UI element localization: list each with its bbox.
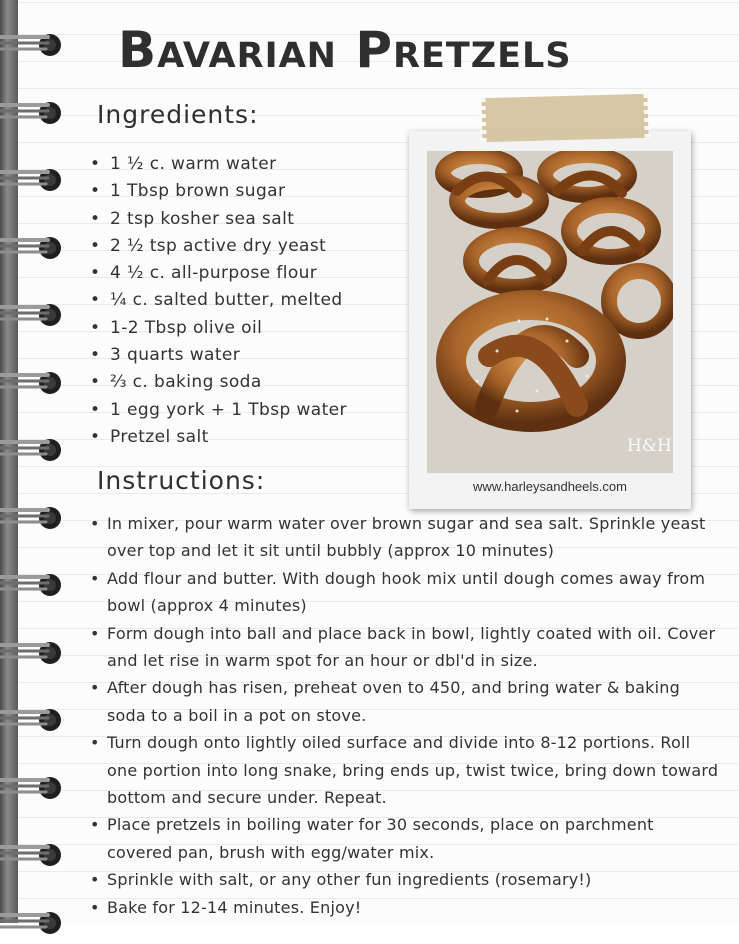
spiral-ring [0, 568, 70, 602]
list-item: • Sprinkle with salt, or any other fun ingredients (rosemary!) [90, 866, 720, 893]
list-item: • 2 tsp kosher sea salt [90, 206, 390, 233]
list-item: • Pretzel salt [90, 424, 390, 451]
tape-strip [481, 94, 648, 142]
list-item: • After dough has risen, preheat oven to 450, and bring water & baking soda to a boil in a pot on stove. [90, 674, 720, 729]
spiral-ring [0, 636, 70, 670]
spiral-ring [0, 28, 70, 62]
spiral-ring [0, 501, 70, 535]
spiral-ring [0, 298, 70, 332]
list-item: • 4 ½ c. all-purpose flour [90, 260, 390, 287]
list-item: • 1 egg york + 1 Tbsp water [90, 397, 390, 424]
list-item: • 1-2 Tbsp olive oil [90, 315, 390, 342]
spiral-ring [0, 703, 70, 737]
watermark: H&H [627, 436, 672, 456]
spiral-ring [0, 163, 70, 197]
list-item: • 3 quarts water [90, 342, 390, 369]
list-item: • 1 Tbsp brown sugar [90, 178, 390, 205]
spiral-ring [0, 366, 70, 400]
list-item: • Bake for 12-14 minutes. Enjoy! [90, 894, 720, 921]
list-item: • Add flour and butter. With dough hook mix until dough comes away from bowl (approx 4 minutes) [90, 565, 720, 620]
list-item: • Place pretzels in boiling water for 30 seconds, place on parchment covered pan, brush with egg/water mix. [90, 811, 720, 866]
list-item: • ¼ c. salted butter, melted [90, 287, 390, 314]
spiral-ring [0, 96, 70, 130]
list-item: • Turn dough onto lightly oiled surface and divide into 8-12 portions. Roll one portion into long snake, bring ends up, twist twice, bring down toward bottom and secure under. Repeat. [90, 729, 720, 811]
polaroid-photo [409, 131, 691, 509]
ingredients-heading: Ingredients: [97, 100, 259, 129]
recipe-title: Bavarian Pretzels [118, 21, 572, 79]
instructions-list [90, 510, 720, 921]
spiral-ring [0, 433, 70, 467]
list-item: • Form dough into ball and place back in bowl, lightly coated with oil. Cover and let rise in warm spot for an hour or dbl'd in size. [90, 620, 720, 675]
spiral-ring [0, 231, 70, 265]
list-item: • 1 ½ c. warm water [90, 151, 390, 178]
photo-caption: www.harleysandheels.com [473, 479, 627, 494]
spiral-ring [0, 771, 70, 805]
list-item: • ⅔ c. baking soda [90, 369, 390, 396]
ingredients-list [90, 151, 390, 451]
spiral-ring [0, 838, 70, 872]
list-item: • 2 ½ tsp active dry yeast [90, 233, 390, 260]
pretzels-photo [427, 151, 673, 473]
list-item: • In mixer, pour warm water over brown sugar and sea salt. Sprinkle yeast over top and let it sit until bubbly (approx 10 minutes) [90, 510, 720, 565]
instructions-heading: Instructions: [97, 466, 266, 495]
